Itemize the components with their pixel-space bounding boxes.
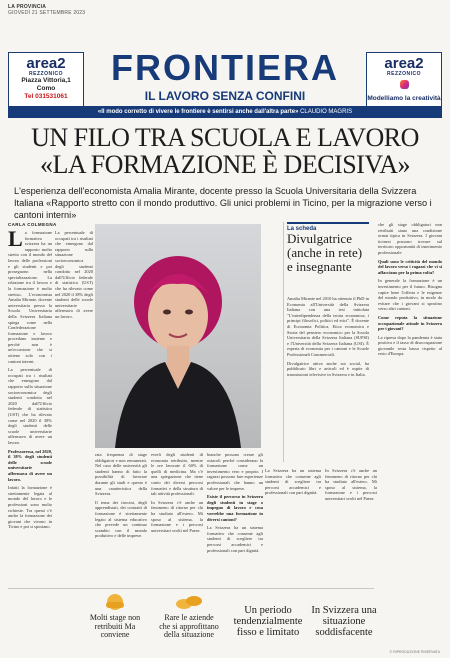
sidebar-body-text: Amalia Mirante nel 2010 ha ottenuto il PhD in Economia all'Università della Svizzera Italiana con una tesi intitolata "L'interdipendenza della teoria economica, i principi filosofici, politici ed etici". È docente di Economia Politica, Etica economica e Storia del pensiero economico per la Scuola Universitaria della Svizzera Italiana (SUPSI) e l'Università della Svizzera Italiana (USI). È esperta di economia per i cantoni e le Scuole Professionali Commerciali. [287, 296, 369, 357]
column-5 [265, 468, 321, 594]
panel-4-text: In Svizzera una situazione soddisfacente [311, 605, 377, 638]
column-4 [207, 452, 263, 594]
column-3-text-b: In Svizzera c'è anche un fenomeno di ritorno per chi ha studiato all'estero. Mi sposo al sistema, la formazione e i percorsi universitari svolti nel Paese. [151, 499, 203, 533]
portrait-photo [95, 224, 261, 448]
article-subhead: L'esperienza dell'economista Amalia Mirante, docente presso la Scuola Universitaria della Svizzera Italiana «Rapporto stretto con il mondo produttivo. Gli unici problemi in Ticino, per la migrazione verso i cantoni interni» [14, 186, 432, 220]
panel-2 [158, 592, 220, 650]
paper-name [8, 4, 85, 16]
quote-author: CLAUDIO MAGRIS [300, 109, 353, 115]
question-4: Come reputa la situazione occupazionale attuale in Svizzera per i giovani? [378, 314, 442, 332]
panel-1 [84, 592, 146, 650]
ad-right-slogan: Modelliamo la creatività [367, 95, 441, 102]
column-1-text-c: Infatti la formazione è strettamente legata al mondo del lavoro e le professioni sono molto richieste. Tra questi c'è anche la formazione dei giovani che vivono in Ticino e poi si spostano. [8, 485, 52, 530]
column-6-text-c: La ripresa dopo la pandemia è stata positiva e il tasso di disoccupazione giovanile resta basso rispetto al resto d'Europa. [378, 334, 442, 357]
ad-left-sub: REZZONICO [29, 71, 63, 77]
column-1-text-b: La percentuale di occupati tra i risultati che emergono dal rapporto sulla situazione socioeconomica degli studenti condotto nel 2020 dall'Ufficio federale di statistica (UST) che ha rilevato come nel 2020 il 38% degli studenti delle scuole universitarie affermava di avere un lavoro. [8, 367, 52, 445]
ad-left-city: Como [36, 85, 56, 92]
headline-line-2: «LA FORMAZIONE È DECISIVA» [39, 150, 411, 179]
drop-cap: L [8, 230, 23, 251]
copyright-footer: © RIPRODUZIONE RISERVATA [389, 650, 440, 654]
column-6-text: che gli stage obbligatori non retribuiti siano una condizione ormai tipica in Svizzera. I giovani ticinesi possono trovare sul territorio opportunità di inserimento professionale. [378, 222, 442, 255]
headline-line-1: UN FILO TRA SCUOLA E LAVORO [31, 123, 419, 152]
masthead-title: FRONTIERA [111, 47, 339, 88]
ad-right-sub: REZZONICO [387, 71, 421, 77]
ad-right[interactable] [366, 52, 442, 112]
sidebar-body-text-b: Divulgatrice attiva anche sui social, ha pubblicato libri e articoli ed è ospite di trasmissioni televisive in Svizzera e in Italia. [287, 360, 369, 377]
column-5b [325, 468, 377, 594]
portrait-illustration [95, 224, 261, 448]
sidebar-body [287, 296, 369, 462]
panel-divider [8, 588, 374, 589]
column-5b-text: In Svizzera c'è anche un fenomeno di ritorno per chi ha studiato all'estero. Mi sposo al sistema, la formazione e i percorsi universitari svolti nel Paese. [325, 468, 377, 501]
question-1: Professoressa, nel 2020, il 38% degli studenti delle scuole universitarie affermava di avere un lavoro. [8, 448, 52, 482]
ad-left-address: Piazza Vittoria,1 [21, 77, 71, 84]
column-3 [151, 452, 203, 594]
ad-right-logo: area2 [384, 55, 424, 72]
ad-left-logo: area2 [26, 55, 66, 72]
sidebar-label: La scheda [287, 222, 369, 232]
column-6 [378, 222, 442, 650]
column-3-text: everli degli studenti di economia retribuito, mentre le ore lavorate il 60% di quelli di medicina. Ma c'è una spiegazione che tiene conto dei diversi percorsi formativi e della struttura di tali attività professionali. [151, 452, 203, 497]
quote-bar [8, 106, 442, 118]
masthead-tagline: IL LAVORO SENZA CONFINI [144, 89, 306, 103]
panel-3 [228, 605, 308, 658]
question-2: Esiste il percorso in Svizzera degli studenti in stage o impegno di lavoro e cosa vorrebbe una formazione in diversi cantoni? [207, 494, 263, 522]
hands-icon [98, 592, 132, 612]
article-byline: CARLA COLMEGNA [8, 222, 57, 227]
quote-text: «Il modo corretto di vivere le frontiere è sentirsi anche dall'altra parte» [97, 109, 299, 115]
issue-date: GIOVEDÌ 21 SETTEMBRE 2023 [8, 10, 86, 16]
panel-1-text: Molti stage non retribuiti Ma conviene [89, 613, 141, 639]
instagram-icon [400, 80, 409, 89]
paper-name-text: LA PROVINCIA [8, 4, 47, 10]
column-4-text-b: La Svizzera ha un sistema formativo che consente agli studenti di scegliere tra percorsi accademici e professionali con pari dignità. [207, 525, 263, 553]
coins-icon [172, 592, 206, 612]
column-2-top [55, 230, 93, 440]
column-6-text-b: In generale la formazione è un investimento per il futuro. Bisogna capire bene l'offerta e le esigenze del mondo produttivo, in modo da evitare che i giovani si spostino verso altri cantoni. [378, 278, 442, 312]
column-2-top-text: La percentuale di occupati tra i risultati che emergono dal rapporto sulla situazione socioeconomica degli studenti condotto nel 2020 dall'Ufficio federale di statistica (UST) che ha rilevato come nel 2020 il 38% degli studenti delle scuole universitarie affermava di avere un lavoro. [55, 230, 93, 319]
panel-2-text: Rare le aziende che si approfittano della situazione [159, 613, 219, 639]
column-2-text-b: Il tema dei tirocini, degli apprendistati, dei contratti di formazione è strettamente legato al sistema educativo che prevede un continuo scambio con il mondo produttivo e delle imprese. [95, 499, 147, 539]
column-2-text: rata frequenza di stage obbligatori e non remunerati. Nel caso delle università gli studenti hanno di fatto la possibilità di lavorare durante gli studi e questo è una caratteristica della Svizzera. [95, 452, 147, 497]
column-5-text: La Svizzera ha un sistema formativo che consente agli studenti di scegliere tra percorsi accademici e professionali con pari dignità. [265, 468, 321, 496]
column-1-text: a formazione formativa svizzera ha un rapporto molto stretto con il mondo del lavoro delle professioni e gli studenti e poi proseguono nella specializzazione. La relazione tra il lavoro e la formazione è molto stretta». L'economista Amalia Mirante, docente universitaria presso la Scuola Universitaria della Svizzera Italiana spiega come nella Confederazione formazione e lavoro procedano insieme e perché non è un'occasione che si ottiene solo con i cantoni interni. [8, 230, 52, 364]
column-1 [8, 230, 52, 650]
article-headline [8, 124, 442, 178]
sidebar-title: Divulgatrice (anche in rete) e insegnante [287, 231, 363, 274]
column-2 [95, 452, 147, 594]
ad-left-phone: Tel 031531061 [24, 93, 68, 100]
sidebar-divider [283, 222, 284, 462]
ad-left[interactable] [8, 52, 84, 112]
question-3: Quali sono le criticità del mondo del lavoro verso i ragazzi che vi si affacciano per la prima volta? [378, 258, 442, 275]
panel-4 [304, 605, 384, 658]
column-4-text: bianche possono creare gli ostacoli perché considerano la formazione come un investimento vero e proprio. I ragazzi possono fare esperienze professionali che hanno un valore per le imprese. [207, 452, 263, 491]
panel-3-text: Un periodo tendenzialmente fisso e limitato [233, 605, 303, 638]
